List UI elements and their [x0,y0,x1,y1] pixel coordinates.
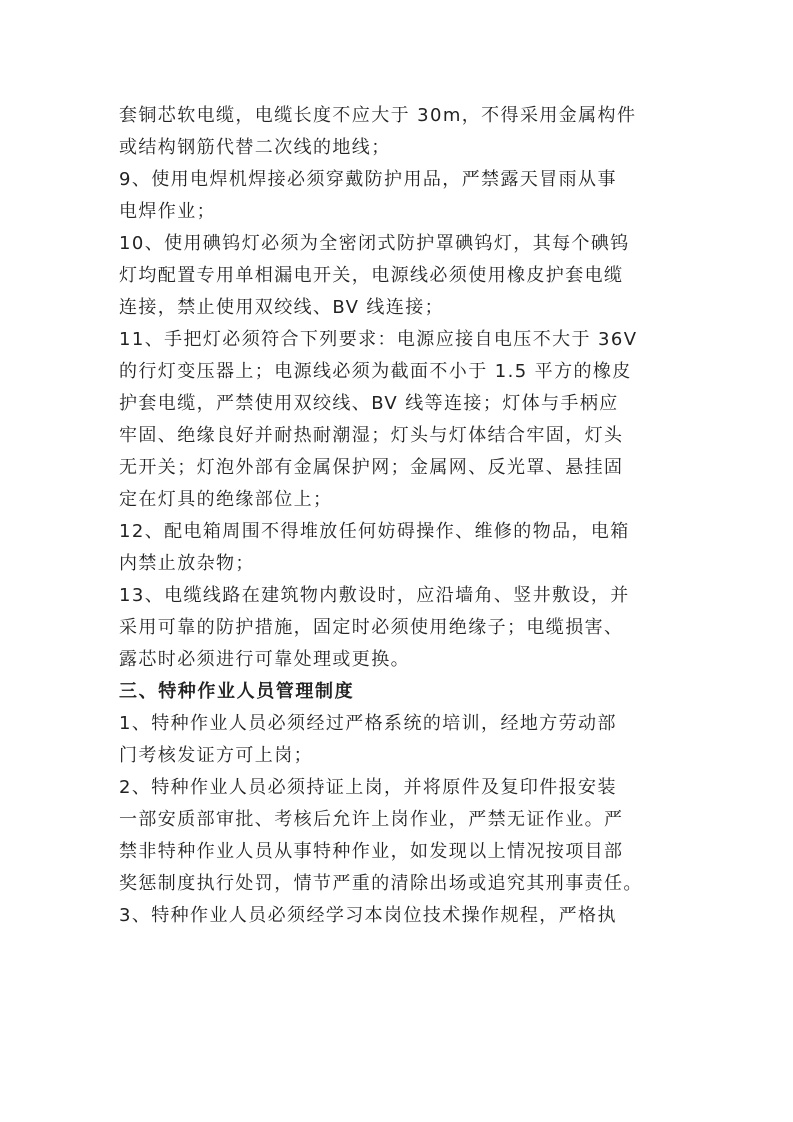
text-line: 1、特种作业人员必须经过严格系统的培训，经地方劳动部 [119,713,617,734]
text-line: 的行灯变压器上；电源线必须为截面不小于 1.5 平方的橡皮 [119,361,632,382]
text-line: 11、手把灯必须符合下列要求：电源应接自电压不大于 36V [119,329,638,350]
text-line: 露芯时必须进行可靠处理或更换。 [119,649,410,670]
text-line: 套铜芯软电缆，电缆长度不应大于 30m，不得采用金属构件 [119,105,637,126]
text-line: 定在灯具的绝缘部位上； [119,489,333,510]
text-line: 或结构钢筋代替二次线的地线； [119,137,391,158]
section-heading: 三、特种作业人员管理制度 [119,681,355,702]
document-body [119,100,675,932]
text-line: 13、电缆线路在建筑物内敷设时，应沿墙角、竖井敷设，并 [119,585,630,606]
text-line: 无开关；灯泡外部有金属保护网；金属网、反光罩、悬挂固 [119,457,624,478]
text-line: 3、特种作业人员必须经学习本岗位技术操作规程，严格执 [119,905,617,926]
text-line: 灯均配置专用单相漏电开关，电源线必须使用橡皮护套电缆 [119,265,624,286]
text-line: 采用可靠的防护措施，固定时必须使用绝缘子；电缆损害、 [119,617,624,638]
text-line: 牢固、绝缘良好并耐热耐潮湿；灯头与灯体结合牢固，灯头 [119,425,624,446]
text-line: 连接，禁止使用双绞线、BV 线连接； [119,297,445,318]
text-line: 禁非特种作业人员从事特种作业，如发现以上情况按项目部 [119,841,624,862]
text-line: 电焊作业； [119,201,216,222]
text-line: 9、使用电焊机焊接必须穿戴防护用品，严禁露天冒雨从事 [119,169,617,190]
text-line: 10、使用碘钨灯必须为全密闭式防护罩碘钨灯，其每个碘钨 [119,233,630,254]
text-line: 12、配电箱周围不得堆放任何妨碍操作、维修的物品，电箱 [119,521,630,542]
text-line: 奖惩制度执行处罚，情节严重的清除出场或追究其刑事责任。 [119,873,643,894]
text-line: 2、特种作业人员必须持证上岗，并将原件及复印件报安装 [119,777,617,798]
text-line: 内禁止放杂物； [119,553,255,574]
text-line: 一部安质部审批、考核后允许上岗作业，严禁无证作业。严 [119,809,624,830]
text-line: 门考核发证方可上岗； [119,745,313,766]
text-line: 护套电缆，严禁使用双绞线、BV 线等连接；灯体与手柄应 [119,393,619,414]
